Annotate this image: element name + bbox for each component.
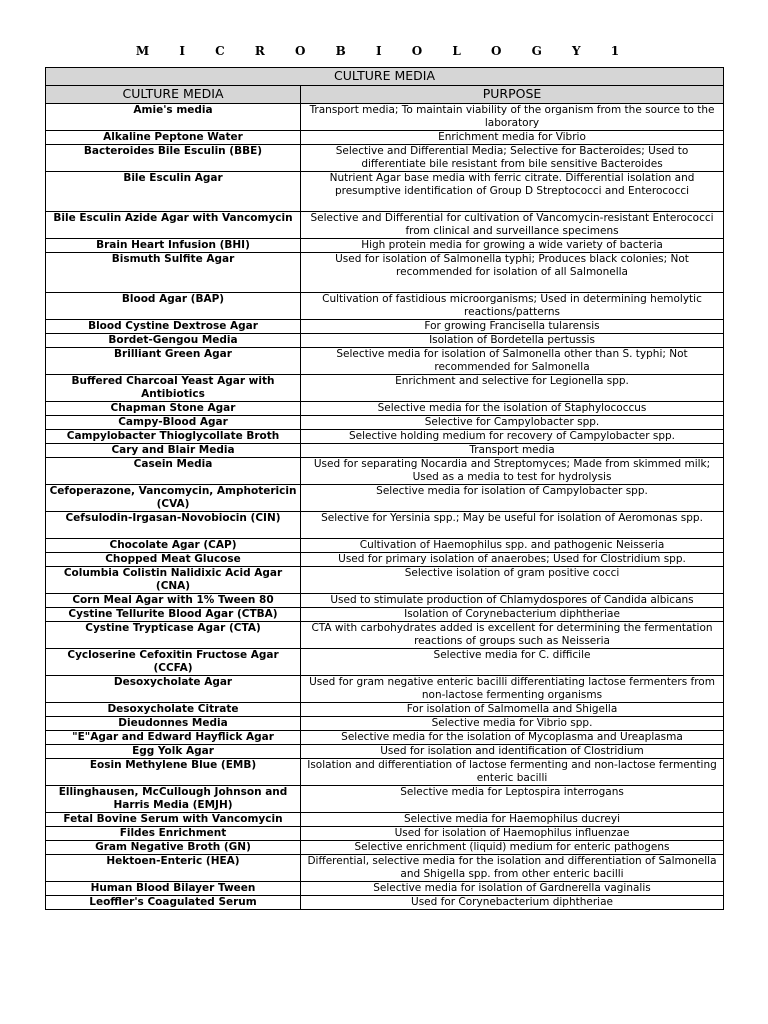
- column-header-culture-media: CULTURE MEDIA: [46, 86, 301, 104]
- table-row: [46, 402, 724, 416]
- table-row: [46, 882, 724, 896]
- media-purpose: Transport media; To maintain viability of the organism from the source to the laboratory: [301, 104, 724, 131]
- table-row: [46, 430, 724, 444]
- media-purpose: High protein media for growing a wide variety of bacteria: [301, 239, 724, 253]
- table-row: [46, 172, 724, 212]
- table-row: [46, 813, 724, 827]
- media-purpose: Selective media for isolation of Campylobacter spp.: [301, 485, 724, 512]
- table-row: [46, 608, 724, 622]
- media-purpose: Differential, selective media for the isolation and differentiation of Salmonella and Shigella spp. from other enteric bacilli: [301, 855, 724, 882]
- table-row: [46, 458, 724, 485]
- media-name: Campylobacter Thioglycollate Broth: [46, 430, 301, 444]
- media-purpose: Cultivation of fastidious microorganisms; Used in determining hemolytic reactions/patterns: [301, 293, 724, 320]
- media-purpose: Selective for Campylobacter spp.: [301, 416, 724, 430]
- table-row: [46, 553, 724, 567]
- media-name: Brilliant Green Agar: [46, 348, 301, 375]
- media-purpose: Used for isolation and identification of Clostridium: [301, 745, 724, 759]
- media-purpose: Selective media for C. difficile: [301, 649, 724, 676]
- media-purpose: Selective for Yersinia spp.; May be useful for isolation of Aeromonas spp.: [301, 512, 724, 539]
- media-purpose: For growing Francisella tularensis: [301, 320, 724, 334]
- table-row: [46, 676, 724, 703]
- media-name: Chapman Stone Agar: [46, 402, 301, 416]
- table-row: [46, 759, 724, 786]
- media-purpose: Enrichment and selective for Legionella spp.: [301, 375, 724, 402]
- media-purpose: CTA with carbohydrates added is excellent for determining the fermentation reactions of groups such as Neisseria: [301, 622, 724, 649]
- table-row: [46, 622, 724, 649]
- media-purpose: Selective media for the isolation of Mycoplasma and Ureaplasma: [301, 731, 724, 745]
- media-name: Fetal Bovine Serum with Vancomycin: [46, 813, 301, 827]
- media-purpose: Used for Corynebacterium diphtheriae: [301, 896, 724, 910]
- media-purpose: Nutrient Agar base media with ferric citrate. Differential isolation and presumptive identification of Group D Streptococci and Enterococci: [301, 172, 724, 212]
- media-purpose: Selective media for isolation of Gardnerella vaginalis: [301, 882, 724, 896]
- media-purpose: Selective holding medium for recovery of Campylobacter spp.: [301, 430, 724, 444]
- media-name: Amie's media: [46, 104, 301, 131]
- media-name: Bordet-Gengou Media: [46, 334, 301, 348]
- media-name: Bile Esculin Agar: [46, 172, 301, 212]
- media-purpose: Selective and Differential Media; Selective for Bacteroides; Used to differentiate bile resistant from bile sensitive Bacteroides: [301, 145, 724, 172]
- media-name: Human Blood Bilayer Tween: [46, 882, 301, 896]
- media-purpose: Enrichment media for Vibrio: [301, 131, 724, 145]
- table-row: [46, 444, 724, 458]
- table-row: [46, 703, 724, 717]
- media-name: Cystine Tellurite Blood Agar (CTBA): [46, 608, 301, 622]
- media-name: Campy-Blood Agar: [46, 416, 301, 430]
- table-row: [46, 896, 724, 910]
- media-purpose: Used for primary isolation of anaerobes; Used for Clostridium spp.: [301, 553, 724, 567]
- culture-media-table: [45, 67, 724, 910]
- media-name: Alkaline Peptone Water: [46, 131, 301, 145]
- table-row: [46, 334, 724, 348]
- media-purpose: Selective isolation of gram positive cocci: [301, 567, 724, 594]
- table-row: [46, 594, 724, 608]
- media-name: Casein Media: [46, 458, 301, 485]
- column-header-row: [46, 86, 724, 104]
- media-name: Bacteroides Bile Esculin (BBE): [46, 145, 301, 172]
- table-row: [46, 827, 724, 841]
- media-name: Cycloserine Cefoxitin Fructose Agar (CCFA): [46, 649, 301, 676]
- media-purpose: Selective media for the isolation of Staphylococcus: [301, 402, 724, 416]
- media-name: Eosin Methylene Blue (EMB): [46, 759, 301, 786]
- table-row: [46, 131, 724, 145]
- media-name: Egg Yolk Agar: [46, 745, 301, 759]
- media-purpose: Used for isolation of Salmonella typhi; Produces black colonies; Not recommended for isolation of all Salmonella: [301, 253, 724, 293]
- media-name: Desoxycholate Agar: [46, 676, 301, 703]
- media-purpose: Used for isolation of Haemophilus influenzae: [301, 827, 724, 841]
- media-name: Desoxycholate Citrate: [46, 703, 301, 717]
- media-name: Blood Cystine Dextrose Agar: [46, 320, 301, 334]
- media-purpose: Selective media for isolation of Salmonella other than S. typhi; Not recommended for Salmonella: [301, 348, 724, 375]
- media-purpose: Transport media: [301, 444, 724, 458]
- media-name: Cystine Trypticase Agar (CTA): [46, 622, 301, 649]
- table-row: [46, 104, 724, 131]
- page-title: M I C R O B I O L O G Y 1: [135, 44, 633, 58]
- media-name: Bile Esculin Azide Agar with Vancomycin: [46, 212, 301, 239]
- media-name: Brain Heart Infusion (BHI): [46, 239, 301, 253]
- media-name: "E"Agar and Edward Hayflick Agar: [46, 731, 301, 745]
- media-purpose: Isolation of Corynebacterium diphtheriae: [301, 608, 724, 622]
- table-row: [46, 717, 724, 731]
- table-row: [46, 539, 724, 553]
- media-purpose: Selective media for Leptospira interrogans: [301, 786, 724, 813]
- media-purpose: Selective enrichment (liquid) medium for enteric pathogens: [301, 841, 724, 855]
- table-row: [46, 320, 724, 334]
- table-row: [46, 416, 724, 430]
- media-name: Chocolate Agar (CAP): [46, 539, 301, 553]
- table-row: [46, 293, 724, 320]
- table-row: [46, 239, 724, 253]
- media-name: Hektoen-Enteric (HEA): [46, 855, 301, 882]
- media-purpose: Isolation of Bordetella pertussis: [301, 334, 724, 348]
- media-purpose: Selective and Differential for cultivation of Vancomycin-resistant Enterococci from clinical and surveillance specimens: [301, 212, 724, 239]
- section-title: CULTURE MEDIA: [46, 68, 724, 86]
- media-name: Blood Agar (BAP): [46, 293, 301, 320]
- table-row: [46, 253, 724, 293]
- table-row: [46, 212, 724, 239]
- media-name: Cary and Blair Media: [46, 444, 301, 458]
- media-purpose: Used for separating Nocardia and Streptomyces; Made from skimmed milk; Used as a media to test for hydrolysis: [301, 458, 724, 485]
- table-section-header-row: [46, 68, 724, 86]
- table-row: [46, 485, 724, 512]
- media-name: Bismuth Sulfite Agar: [46, 253, 301, 293]
- media-name: Buffered Charcoal Yeast Agar with Antibiotics: [46, 375, 301, 402]
- table-row: [46, 731, 724, 745]
- media-name: Dieudonnes Media: [46, 717, 301, 731]
- media-name: Gram Negative Broth (GN): [46, 841, 301, 855]
- table-row: [46, 745, 724, 759]
- table-row: [46, 567, 724, 594]
- table-row: [46, 512, 724, 539]
- media-name: Cefoperazone, Vancomycin, Amphotericin (CVA): [46, 485, 301, 512]
- media-name: Columbia Colistin Nalidixic Acid Agar (CNA): [46, 567, 301, 594]
- table-body: [46, 104, 724, 910]
- media-name: Chopped Meat Glucose: [46, 553, 301, 567]
- media-name: Fildes Enrichment: [46, 827, 301, 841]
- table-row: [46, 348, 724, 375]
- table-row: [46, 649, 724, 676]
- table-row: [46, 841, 724, 855]
- media-name: Corn Meal Agar with 1% Tween 80: [46, 594, 301, 608]
- column-header-purpose: PURPOSE: [301, 86, 724, 104]
- media-purpose: Selective media for Haemophilus ducreyi: [301, 813, 724, 827]
- table-row: [46, 855, 724, 882]
- media-purpose: For isolation of Salmomella and Shigella: [301, 703, 724, 717]
- media-purpose: Used to stimulate production of Chlamydospores of Candida albicans: [301, 594, 724, 608]
- media-purpose: Cultivation of Haemophilus spp. and pathogenic Neisseria: [301, 539, 724, 553]
- table-row: [46, 145, 724, 172]
- table-row: [46, 375, 724, 402]
- media-purpose: Isolation and differentiation of lactose fermenting and non-lactose fermenting enteric bacilli: [301, 759, 724, 786]
- table-row: [46, 786, 724, 813]
- media-name: Ellinghausen, McCullough Johnson and Harris Media (EMJH): [46, 786, 301, 813]
- media-name: Leoffler's Coagulated Serum: [46, 896, 301, 910]
- media-purpose: Selective media for Vibrio spp.: [301, 717, 724, 731]
- media-purpose: Used for gram negative enteric bacilli differentiating lactose fermenters from non-lactose fermenting organisms: [301, 676, 724, 703]
- media-name: Cefsulodin-Irgasan-Novobiocin (CIN): [46, 512, 301, 539]
